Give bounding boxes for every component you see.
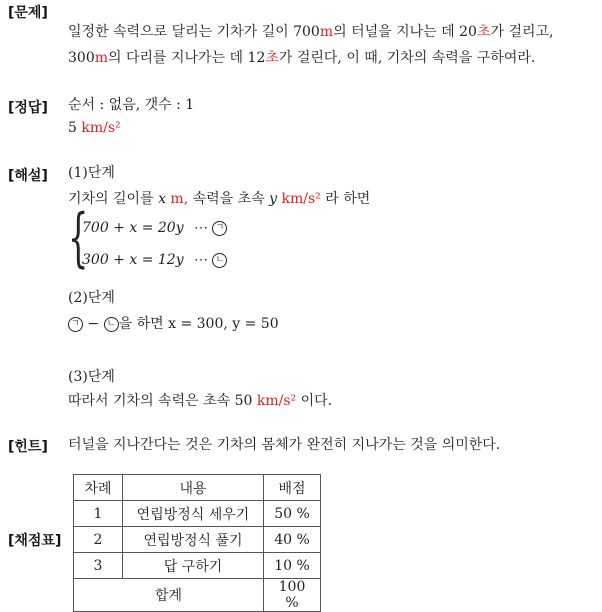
row-order: 3 [74, 553, 123, 579]
equation-1: 700 + x = 20y [82, 220, 184, 236]
row-score: 50 % [264, 501, 321, 527]
solution-text: 라 하면 [325, 191, 371, 207]
circled-nieun-icon: ㄴ [212, 253, 227, 268]
problem-text: 가 걸리고, [490, 24, 554, 40]
header-content: 내용 [123, 475, 264, 501]
step-3-text [68, 392, 332, 410]
solution-text: 이다. [300, 393, 333, 409]
step-2-text [68, 315, 279, 333]
equation-2-tag [194, 251, 227, 269]
problem-line-2 [68, 49, 535, 67]
solution-text: 속력을 초속 [192, 191, 265, 207]
problem-line-1 [68, 23, 553, 41]
unit-meter: m [319, 24, 334, 40]
var-x: x [158, 191, 166, 207]
hint-label: [힌트] [8, 439, 48, 455]
unit-speed: km/s² [281, 191, 321, 207]
rubric-table [73, 474, 321, 612]
unit-meter: m [94, 50, 109, 66]
unit-meter: m, [170, 191, 189, 207]
answer-value: 5 [68, 120, 77, 136]
row-content: 연립방정식 풀기 [123, 527, 264, 553]
answer-value-line [68, 119, 121, 137]
problem-text: 300 [68, 50, 95, 66]
solution-text: 따라서 기차의 속력은 초속 50 [68, 393, 253, 409]
unit-speed: km/s² [256, 393, 297, 409]
equation-1-tag [194, 219, 227, 237]
total-value: 100 % [264, 579, 321, 612]
total-label: 합계 [74, 579, 264, 612]
answer-unit: km/s² [81, 120, 121, 136]
row-order: 1 [74, 501, 123, 527]
minus-sign: − [87, 316, 100, 332]
step-1-title: (1)단계 [68, 165, 115, 181]
problem-text: 의 터널을 지나는 데 20 [333, 24, 477, 40]
answer-label: [정답] [8, 100, 48, 116]
problem-text: 가 걸린다, 이 때, 기차의 속력을 구하여라. [278, 50, 536, 66]
step-3-title: (3)단계 [68, 369, 115, 385]
answer-meta: 순서 : 없음, 갯수 : 1 [68, 97, 195, 113]
problem-text: 일정한 속력으로 달리는 기차가 길이 700 [68, 24, 320, 40]
header-order: 차례 [74, 475, 123, 501]
circled-nieun-icon: ㄴ [104, 317, 119, 332]
row-order: 2 [74, 527, 123, 553]
circled-giyeok-icon: ㄱ [68, 317, 83, 332]
equation-2: 300 + x = 12y [82, 252, 184, 268]
row-content: 답 구하기 [123, 553, 264, 579]
table-header-row [74, 475, 321, 501]
table-row [74, 501, 321, 527]
step-2-title: (2)단계 [68, 290, 115, 306]
step-1-text [68, 190, 370, 208]
solution-text: 을 하면 x = 300, y = 50 [118, 316, 279, 332]
row-score: 40 % [264, 527, 321, 553]
row-score: 10 % [264, 553, 321, 579]
row-content: 연립방정식 세우기 [123, 501, 264, 527]
table-row [74, 527, 321, 553]
header-score: 배점 [264, 475, 321, 501]
unit-second: 초 [265, 50, 279, 66]
unit-second: 초 [476, 24, 491, 40]
solution-text: 기차의 길이를 [68, 191, 154, 207]
system-brace: { [68, 201, 89, 275]
circled-giyeok-icon: ㄱ [212, 221, 227, 236]
hint-text: 터널을 지나간다는 것은 기차의 몸체가 완전히 지나가는 것을 의미한다. [68, 437, 501, 453]
rubric-label: [채점표] [8, 533, 62, 549]
problem-text: 의 다리를 지나가는 데 12 [108, 50, 266, 66]
problem-label: [문제] [8, 5, 48, 21]
ellipsis: ⋯ [194, 220, 208, 236]
ellipsis: ⋯ [194, 252, 208, 268]
solution-label: [해설] [8, 168, 48, 184]
table-row [74, 553, 321, 579]
var-y: y [269, 191, 278, 207]
